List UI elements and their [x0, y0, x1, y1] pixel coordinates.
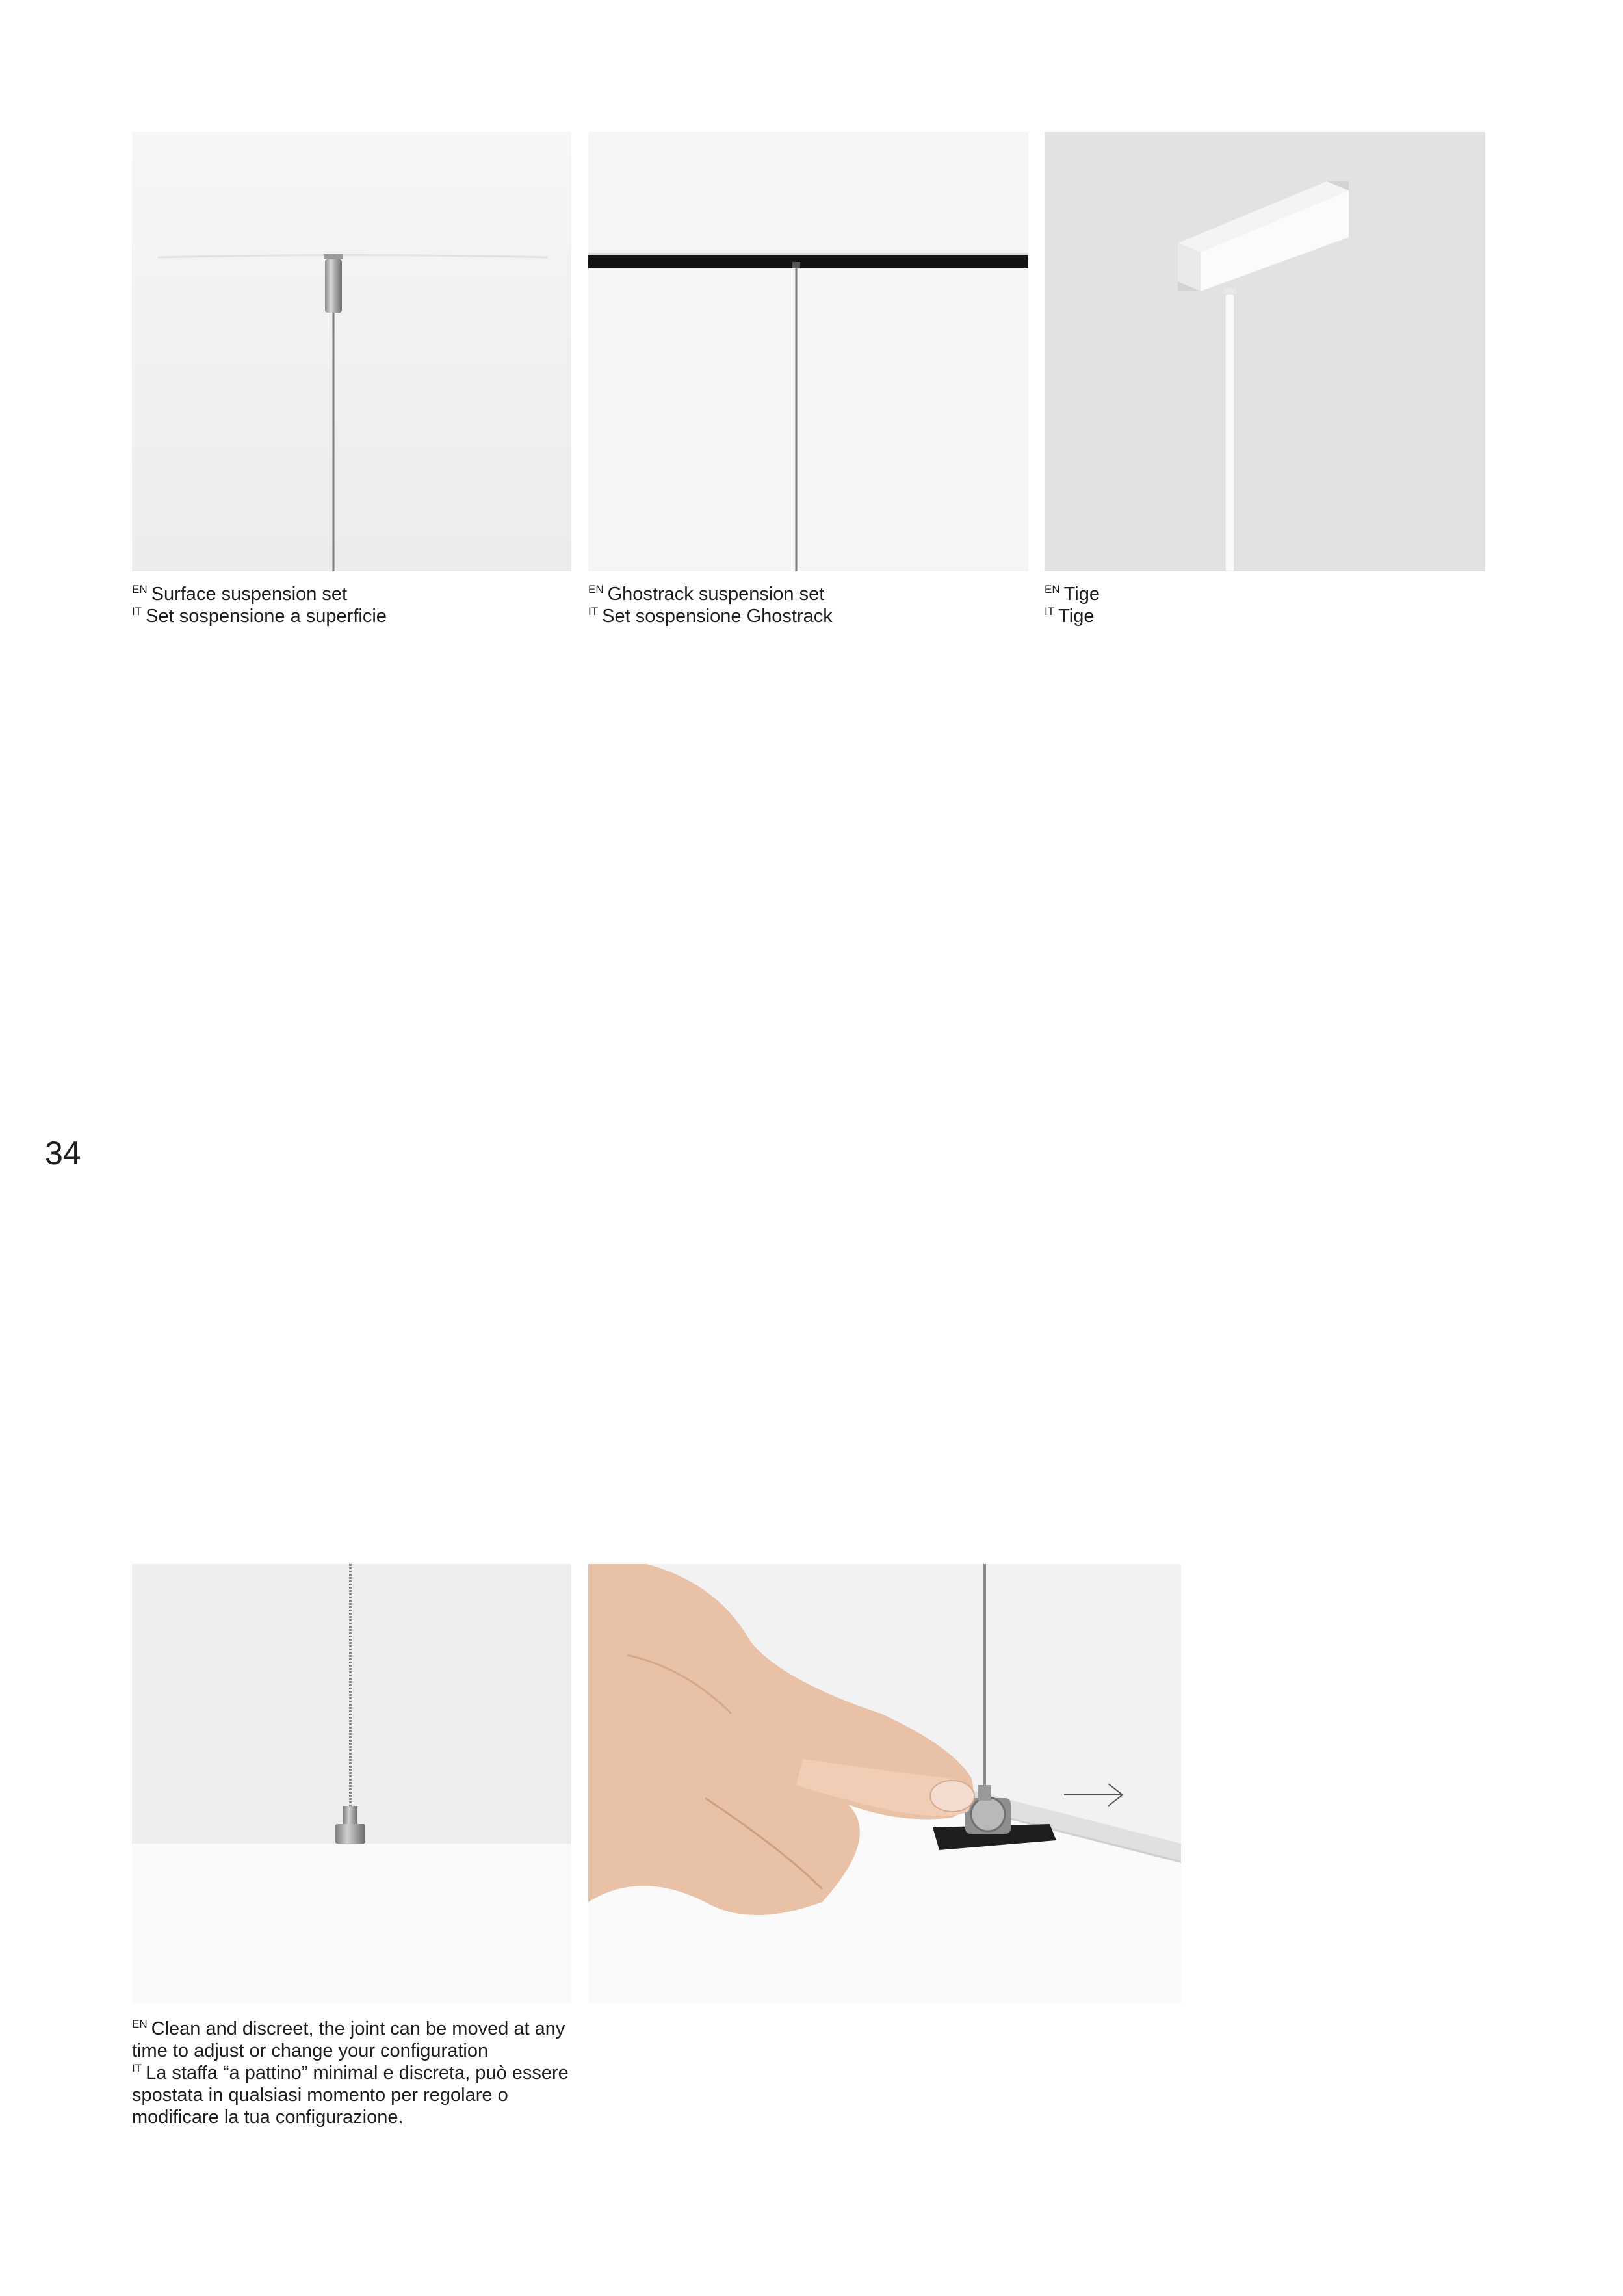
caption-tige — [1045, 583, 1485, 627]
arrow-icon — [1063, 1779, 1128, 1811]
caption-en: Tige — [1063, 584, 1100, 605]
caption-it: Set sospensione a superficie — [146, 606, 387, 627]
page-number: 34 — [45, 1135, 81, 1171]
lang-tag-en: EN — [132, 2018, 148, 2031]
caption-it: Set sospensione Ghostrack — [602, 606, 833, 627]
caption-en: Surface suspension set — [151, 584, 348, 605]
tige-photo — [1045, 132, 1485, 571]
caption-en: Clean and discreet, the joint can be moved at any time to adjust or change your configuration — [132, 2018, 565, 2061]
caption-ghostrack-suspension — [588, 583, 1028, 627]
caption-en: Ghostrack suspension set — [607, 584, 825, 605]
cable-joint-closeup-photo — [132, 1564, 571, 2003]
lang-tag-it: IT — [588, 605, 599, 618]
lang-tag-en: EN — [588, 583, 604, 596]
lang-tag-it: IT — [1045, 605, 1055, 618]
lang-tag-en: EN — [1045, 583, 1060, 596]
caption-it: La staffa “a pattino” minimal e discreta, può essere spostata in qualsiasi momento per regolare o modificare la tua configurazione. — [132, 2063, 569, 2128]
hand-sliding-joint-photo — [588, 1564, 1181, 2003]
ghostrack-suspension-photo — [588, 132, 1028, 571]
surface-suspension-photo — [132, 132, 571, 571]
caption-joint-detail — [132, 2018, 580, 2128]
caption-surface-suspension — [132, 583, 571, 627]
caption-it: Tige — [1058, 606, 1095, 627]
lang-tag-en: EN — [132, 583, 148, 596]
lang-tag-it: IT — [132, 605, 142, 618]
lang-tag-it: IT — [132, 2062, 142, 2075]
